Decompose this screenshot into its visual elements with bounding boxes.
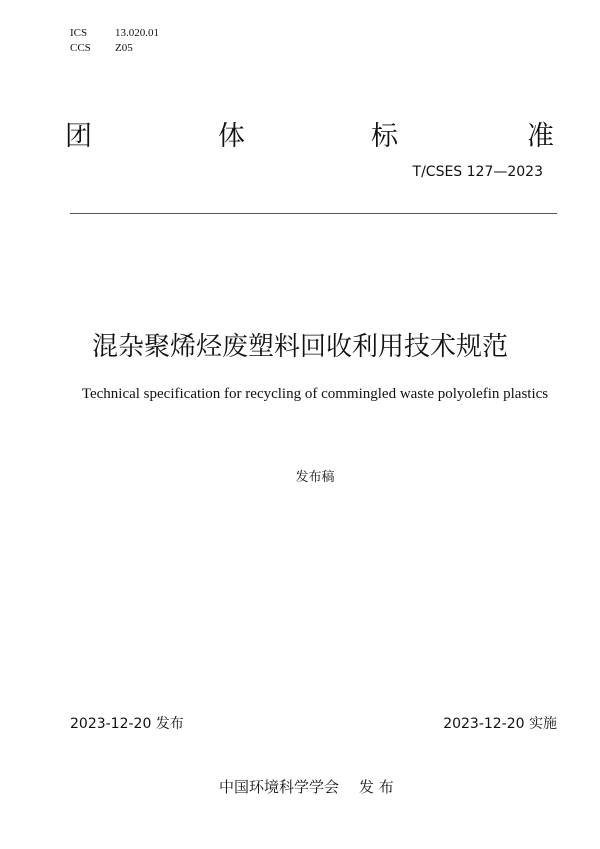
publish-date: 2023-12-20 发布 (70, 716, 184, 732)
standard-type-char: 标 (371, 121, 398, 152)
standard-type-char: 体 (218, 121, 245, 152)
ccs-label: CCS (70, 42, 91, 54)
ics-value: 13.020.01 (115, 27, 159, 39)
implement-date: 2023-12-20 实施 (443, 716, 557, 732)
publisher-action: 发 布 (359, 778, 394, 796)
title-en: Technical specification for recycling of commingled waste polyolefin plastics (81, 386, 549, 402)
ics-label: ICS (70, 27, 88, 39)
standard-number: T/CSES 127—2023 (412, 164, 543, 180)
ccs-value: Z05 (115, 42, 133, 54)
draft-status: 发布稿 (295, 470, 335, 485)
standard-type-char: 准 (527, 121, 554, 152)
divider (70, 213, 557, 214)
publisher: 中国环境科学学会 (219, 778, 340, 796)
title-zh: 混杂聚烯烃废塑料回收利用技术规范 (91, 332, 508, 362)
standard-type-char: 团 (65, 121, 92, 152)
